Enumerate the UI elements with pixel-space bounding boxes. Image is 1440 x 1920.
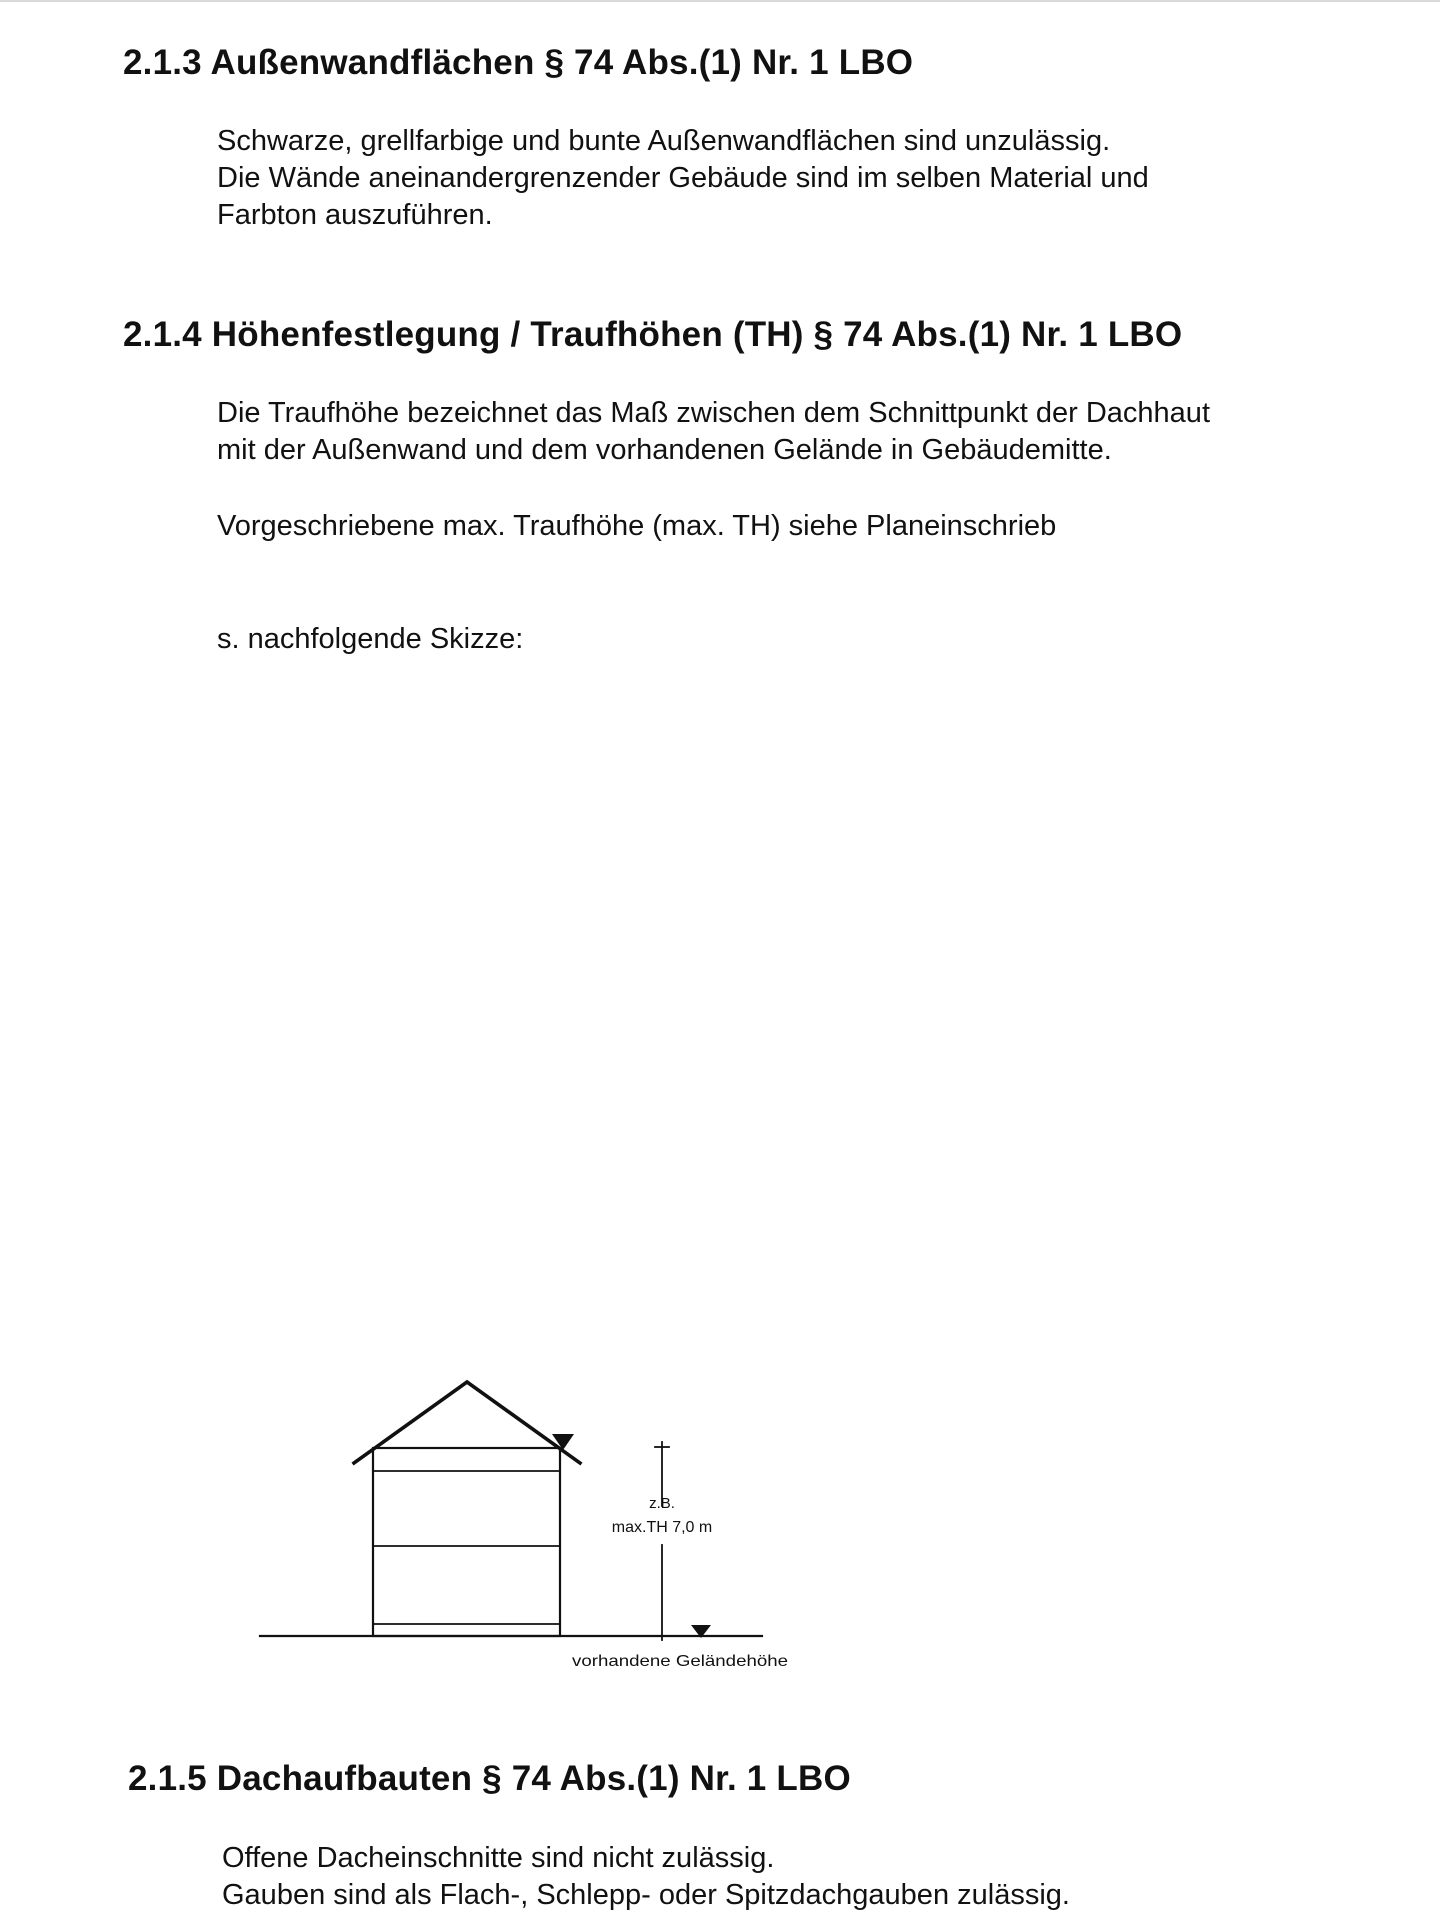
- house-roof: [354, 1382, 580, 1463]
- max-th-label: max.TH 7,0 m: [611, 1519, 713, 1536]
- paragraph-line: Gauben sind als Flach-, Schlepp- oder Spitzdachgauben zulässig.: [222, 1879, 1070, 1911]
- traufhoehe-sketch: [250, 1370, 810, 1680]
- heading-2-1-3: 2.1.3 Außenwandflächen § 74 Abs.(1) Nr. 1 LBO: [123, 43, 914, 82]
- house-body: [373, 1448, 560, 1636]
- paragraph-max-traufhoehe: Vorgeschriebene max. Traufhöhe (max. TH) siehe Planeinschrieb: [217, 510, 1057, 542]
- example-label: z.B.: [649, 1495, 675, 1512]
- paragraph-2-1-5: [222, 1840, 1070, 1914]
- paragraph-2-1-3: [217, 123, 1149, 234]
- heading-2-1-4: 2.1.4 Höhenfestlegung / Traufhöhen (TH) § 74 Abs.(1) Nr. 1 LBO: [123, 315, 1183, 354]
- paragraph-line: Schwarze, grellfarbige und bunte Außenwandflächen sind unzulässig.: [217, 125, 1111, 157]
- ground-height-label: vorhandene Geländehöhe: [572, 1653, 789, 1670]
- paragraph-line: Die Traufhöhe bezeichnet das Maß zwischen dem Schnittpunkt der Dachhaut: [217, 397, 1210, 429]
- paragraph-line: mit der Außenwand und dem vorhandenen Gelände in Gebäudemitte.: [217, 434, 1112, 466]
- paragraph-line: Die Wände aneinandergrenzender Gebäude sind im selben Material und: [217, 162, 1149, 194]
- paragraph-traufhoehe-definition: [217, 395, 1210, 469]
- paragraph-line: Farbton auszuführen.: [217, 199, 493, 231]
- heading-2-1-5: 2.1.5 Dachaufbauten § 74 Abs.(1) Nr. 1 LBO: [128, 1759, 851, 1798]
- sketch-reference: s. nachfolgende Skizze:: [217, 623, 524, 655]
- paragraph-line: Offene Dacheinschnitte sind nicht zulässig.: [222, 1842, 775, 1874]
- page-top-border: [0, 0, 1440, 2]
